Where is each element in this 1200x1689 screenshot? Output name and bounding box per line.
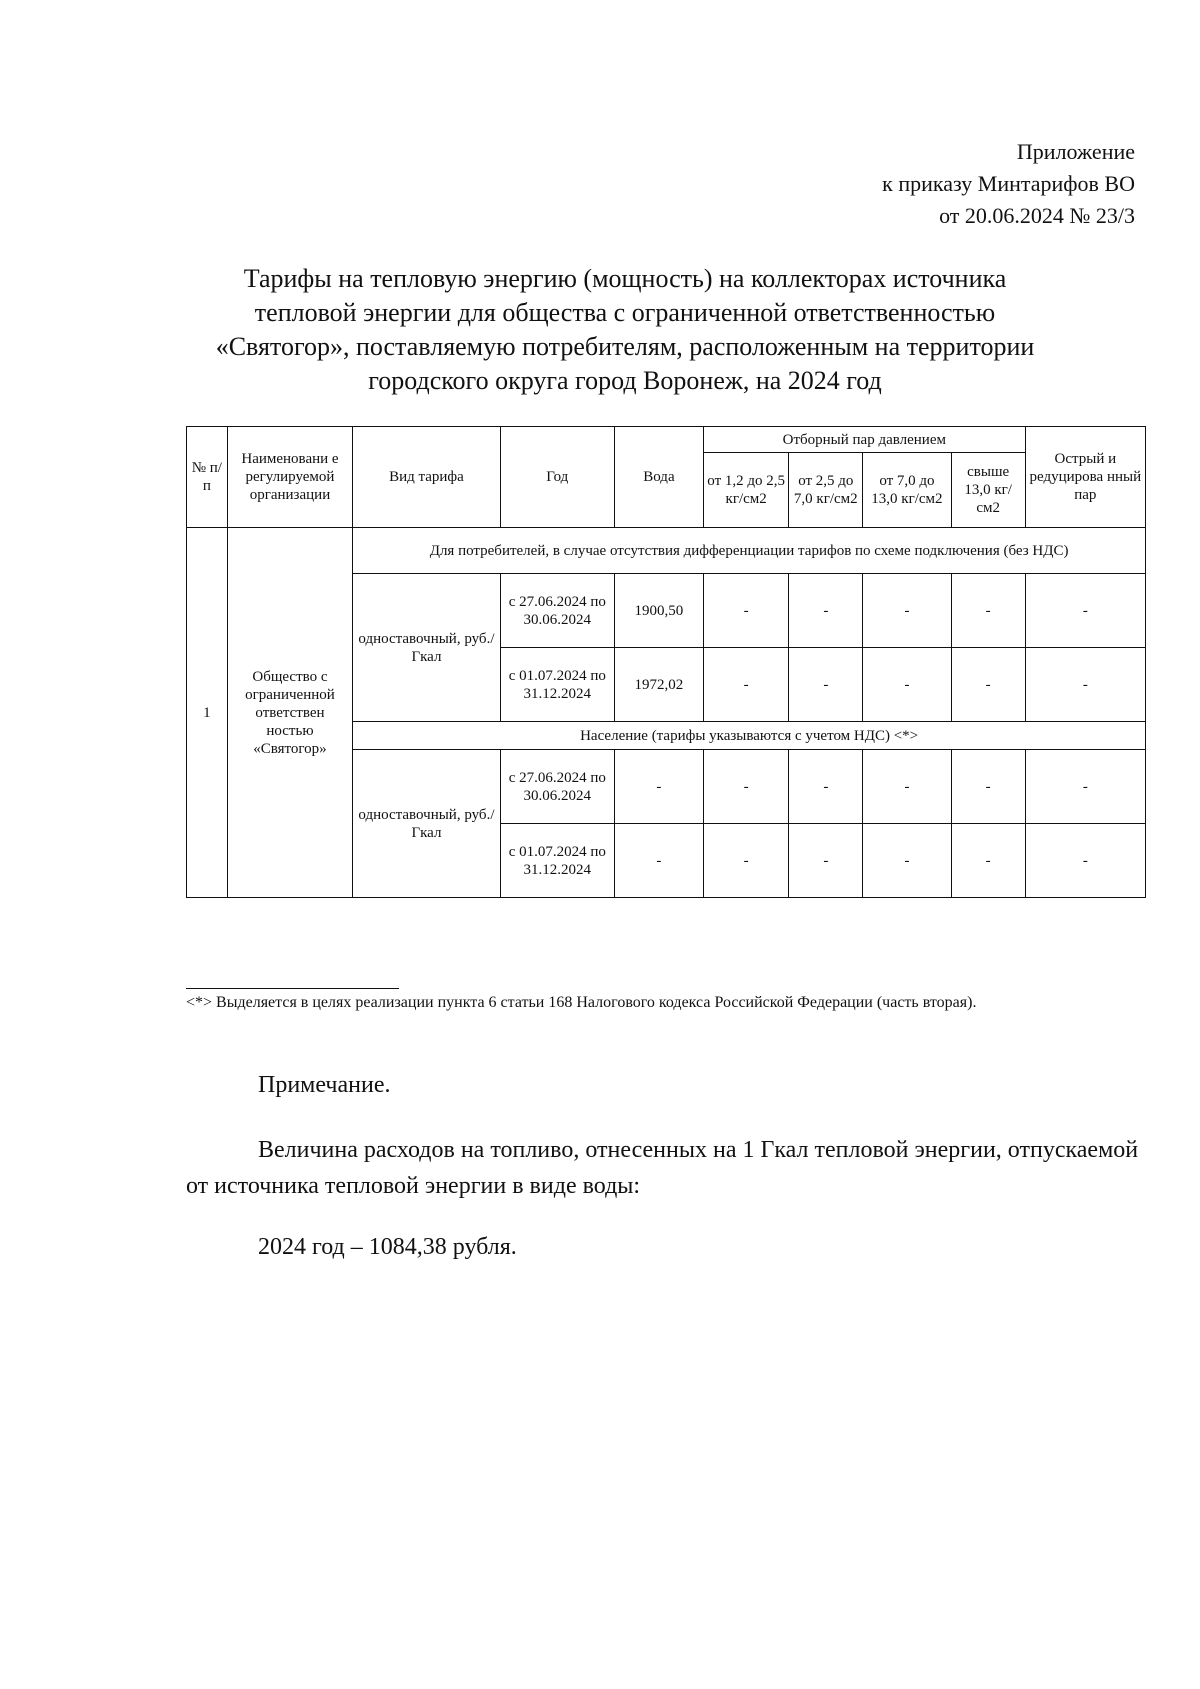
water-tariff: - <box>614 750 703 824</box>
pressure-3-tariff: - <box>863 574 951 648</box>
header-water: Вода <box>614 427 703 528</box>
pressure-3-tariff: - <box>863 750 951 824</box>
acute-steam-tariff: - <box>1025 574 1145 648</box>
acute-steam-tariff: - <box>1025 824 1145 898</box>
pressure-4-tariff: - <box>951 824 1025 898</box>
title-line: тепловой энергии для общества с ограниченной ответственностью <box>254 298 996 327</box>
appendix-block <box>882 136 1135 232</box>
water-tariff: 1900,50 <box>614 574 703 648</box>
acute-steam-tariff: - <box>1025 750 1145 824</box>
water-tariff: - <box>614 824 703 898</box>
pressure-4-tariff: - <box>951 750 1025 824</box>
header-pressure-1: от 1,2 до 2,5 кг/см2 <box>703 453 788 528</box>
note-year-value: 2024 год – 1084,38 рубля. <box>258 1234 517 1260</box>
pressure-3-tariff: - <box>863 824 951 898</box>
section-consumers: Для потребителей, в случае отсутствия дифференциации тарифов по схеме подключения (без НДС) <box>353 528 1146 574</box>
water-tariff: 1972,02 <box>614 648 703 722</box>
organization-name: Общество с ограниченной ответствен ностью «Святогор» <box>227 528 353 898</box>
pressure-1-tariff: - <box>703 574 788 648</box>
pressure-2-tariff: - <box>789 750 863 824</box>
pressure-3-tariff: - <box>863 648 951 722</box>
row-number: 1 <box>187 528 228 898</box>
note-body: Величина расходов на топливо, отнесенных на 1 Гкал тепловой энергии, отпускаемой от источника тепловой энергии в виде воды: <box>186 1137 1139 1199</box>
pressure-1-tariff: - <box>703 750 788 824</box>
acute-steam-tariff: - <box>1025 648 1145 722</box>
period-cell: с 27.06.2024 по 30.06.2024 <box>500 574 614 648</box>
pressure-4-tariff: - <box>951 648 1025 722</box>
title-line: «Святогор», поставляемую потребителям, расположенным на территории <box>215 332 1035 361</box>
header-pressure-4: свыше 13,0 кг/см2 <box>951 453 1025 528</box>
header-pressure-2: от 2,5 до 7,0 кг/см2 <box>789 453 863 528</box>
period-cell: с 27.06.2024 по 30.06.2024 <box>500 750 614 824</box>
tariff-kind: одноставочный, руб./Гкал <box>353 574 500 722</box>
document-title <box>150 262 1100 398</box>
section-population: Население (тарифы указываются с учетом НДС) <*> <box>353 722 1146 750</box>
pressure-4-tariff: - <box>951 574 1025 648</box>
tariff-table <box>186 426 1146 898</box>
header-kind: Вид тарифа <box>353 427 500 528</box>
header-no: № п/п <box>187 427 228 528</box>
title-line: Тарифы на тепловую энергию (мощность) на коллекторах источника <box>243 264 1007 293</box>
header-pressure-3: от 7,0 до 13,0 кг/см2 <box>863 453 951 528</box>
title-line: городского округа город Воронеж, на 2024 год <box>368 366 882 395</box>
footnote-text: <*> Выделяется в целях реализации пункта 6 статьи 168 Налогового кодекса Российской Федерации (часть вторая). <box>186 994 977 1011</box>
pressure-2-tariff: - <box>789 648 863 722</box>
appendix-order-ref: к приказу Минтарифов ВО <box>882 171 1135 196</box>
footnote-divider <box>186 988 399 989</box>
pressure-2-tariff: - <box>789 574 863 648</box>
appendix-label: Приложение <box>1016 139 1135 164</box>
header-acute-steam: Острый и редуцирова нный пар <box>1025 427 1145 528</box>
pressure-1-tariff: - <box>703 824 788 898</box>
header-year: Год <box>500 427 614 528</box>
header-org: Наименовани е регулируемой организации <box>227 427 353 528</box>
pressure-1-tariff: - <box>703 648 788 722</box>
tariff-kind: одноставочный, руб./Гкал <box>353 750 500 898</box>
period-cell: с 01.07.2024 по 31.12.2024 <box>500 824 614 898</box>
appendix-order-date: от 20.06.2024 № 23/3 <box>939 203 1135 228</box>
note-heading: Примечание. <box>258 1072 391 1098</box>
period-cell: с 01.07.2024 по 31.12.2024 <box>500 648 614 722</box>
header-steam-group: Отборный пар давлением <box>703 427 1025 453</box>
pressure-2-tariff: - <box>789 824 863 898</box>
